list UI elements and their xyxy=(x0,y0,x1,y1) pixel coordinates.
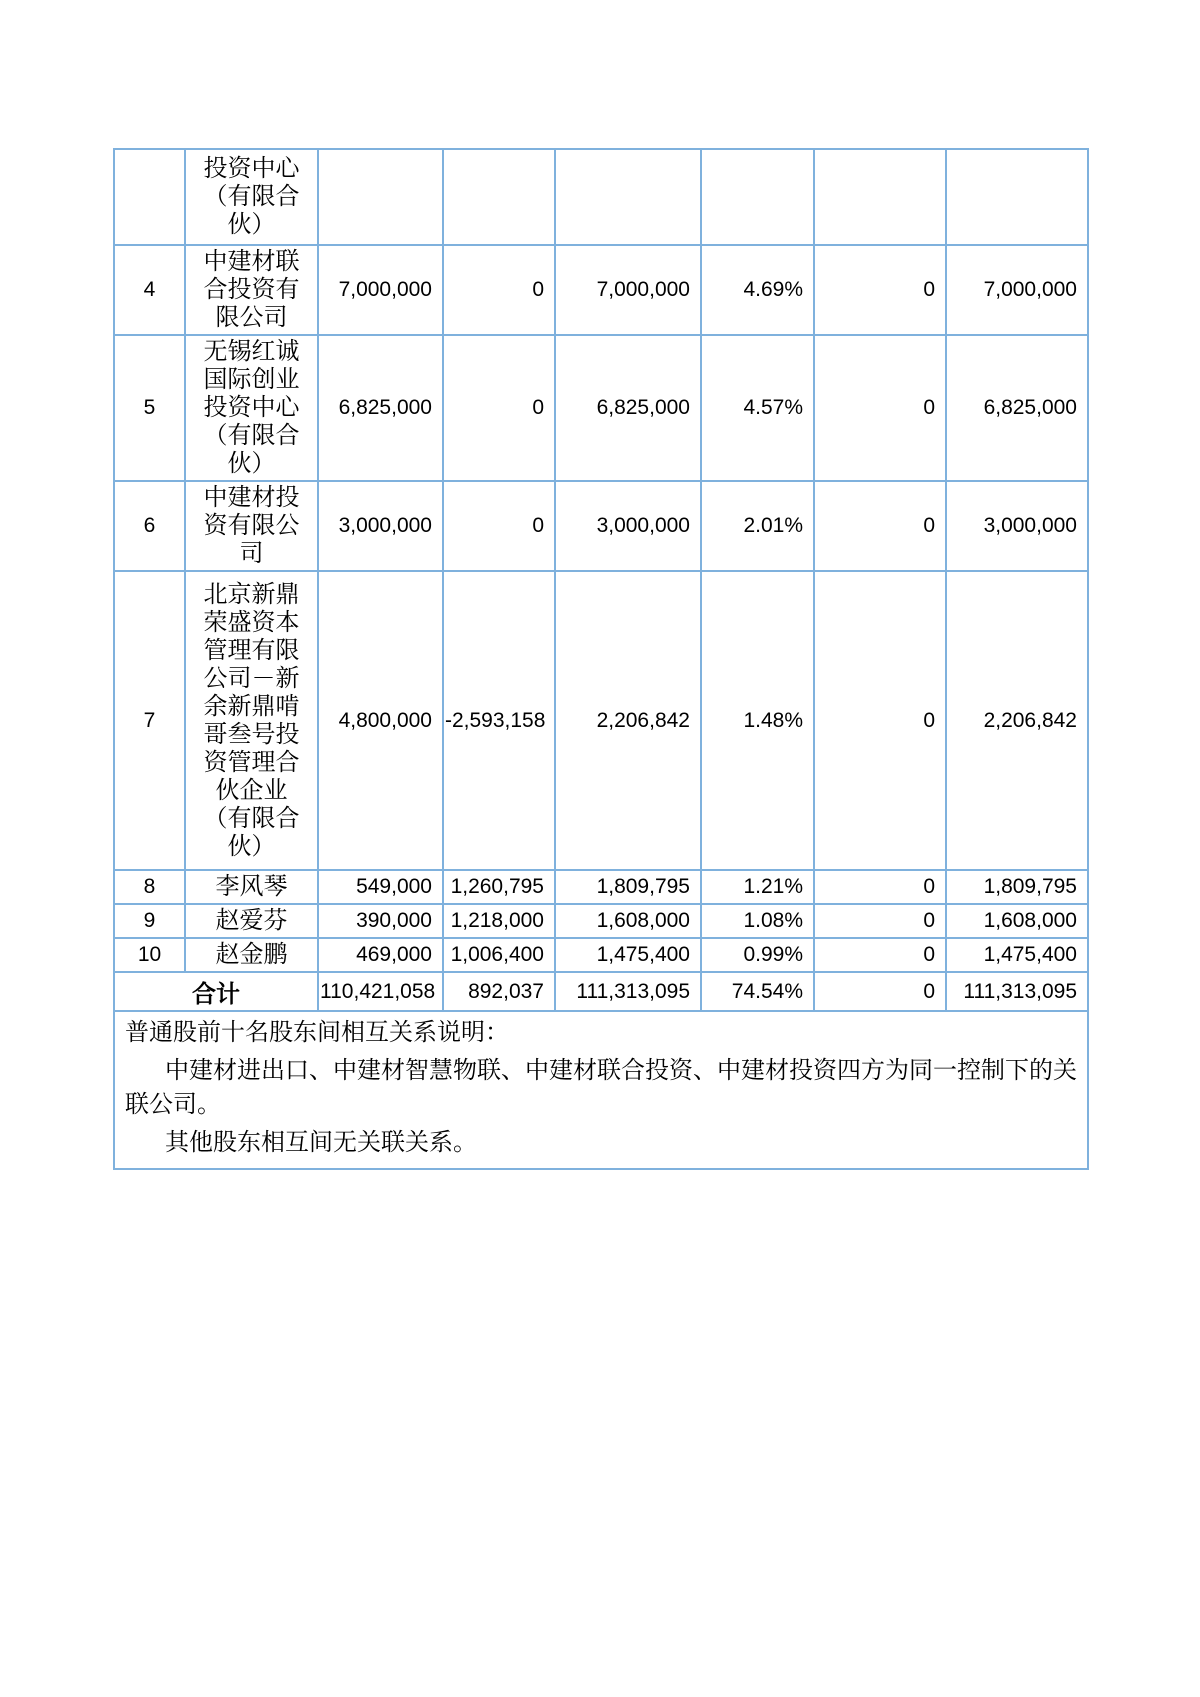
value-cell: -2,593,158 xyxy=(443,571,555,870)
table-row xyxy=(114,481,1088,571)
value-cell: 1,608,000 xyxy=(555,904,701,938)
value-cell xyxy=(555,149,701,245)
notes-cell xyxy=(114,1011,1088,1169)
shareholder-name-cell: 赵爱芬 xyxy=(185,904,318,938)
value-cell: 4,800,000 xyxy=(318,571,443,870)
value-cell: 7,000,000 xyxy=(318,245,443,335)
value-cell: 1,475,400 xyxy=(555,938,701,972)
shareholder-name-cell: 中建材投资有限公司 xyxy=(185,481,318,571)
shareholder-name-cell: 无锡红诚国际创业投资中心（有限合伙） xyxy=(185,335,318,481)
total-value-cell: 74.54% xyxy=(701,972,814,1011)
total-label-cell: 合计 xyxy=(114,972,318,1011)
value-cell: 1,809,795 xyxy=(946,870,1088,904)
value-cell: 0 xyxy=(814,245,946,335)
shareholder-name-cell: 北京新鼎荣盛资本管理有限公司－新余新鼎啃哥叁号投资管理合伙企业（有限合伙） xyxy=(185,571,318,870)
value-cell: 1,218,000 xyxy=(443,904,555,938)
notes-heading: 普通股前十名股东间相互关系说明： xyxy=(125,1020,509,1046)
total-row xyxy=(114,972,1088,1011)
value-cell: 0 xyxy=(443,245,555,335)
shareholder-name-cell: 李风琴 xyxy=(185,870,318,904)
total-value-cell: 111,313,095 xyxy=(555,972,701,1011)
value-cell: 1,809,795 xyxy=(555,870,701,904)
value-cell xyxy=(443,149,555,245)
value-cell: 0 xyxy=(443,481,555,571)
value-cell: 0.99% xyxy=(701,938,814,972)
total-value-cell: 892,037 xyxy=(443,972,555,1011)
value-cell: 0 xyxy=(814,938,946,972)
shareholder-name-cell: 中建材联合投资有限公司 xyxy=(185,245,318,335)
value-cell: 1,260,795 xyxy=(443,870,555,904)
rank-cell: 4 xyxy=(114,245,185,335)
value-cell: 1,006,400 xyxy=(443,938,555,972)
table-row xyxy=(114,245,1088,335)
value-cell: 390,000 xyxy=(318,904,443,938)
value-cell: 0 xyxy=(814,335,946,481)
document-page xyxy=(113,148,1087,1170)
value-cell: 0 xyxy=(443,335,555,481)
top-shareholders-table xyxy=(113,148,1089,1170)
value-cell: 6,825,000 xyxy=(318,335,443,481)
value-cell: 1.48% xyxy=(701,571,814,870)
table-row xyxy=(114,571,1088,870)
shareholder-name-cell: 赵金鹏 xyxy=(185,938,318,972)
value-cell xyxy=(946,149,1088,245)
value-cell: 2,206,842 xyxy=(555,571,701,870)
rank-cell: 6 xyxy=(114,481,185,571)
table-row-continued xyxy=(114,149,1088,245)
table-row xyxy=(114,904,1088,938)
value-cell: 2.01% xyxy=(701,481,814,571)
notes-line: 中建材进出口、中建材智慧物联、中建材联合投资、中建材投资四方为同一控制下的关联公司。 xyxy=(125,1058,1077,1118)
rank-cell: 8 xyxy=(114,870,185,904)
value-cell: 0 xyxy=(814,904,946,938)
value-cell: 0 xyxy=(814,481,946,571)
value-cell: 1.21% xyxy=(701,870,814,904)
value-cell: 3,000,000 xyxy=(555,481,701,571)
rank-cell xyxy=(114,149,185,245)
table-row xyxy=(114,938,1088,972)
table-row xyxy=(114,335,1088,481)
value-cell: 549,000 xyxy=(318,870,443,904)
rank-cell: 10 xyxy=(114,938,185,972)
value-cell: 7,000,000 xyxy=(555,245,701,335)
value-cell xyxy=(318,149,443,245)
value-cell: 3,000,000 xyxy=(318,481,443,571)
value-cell: 1,608,000 xyxy=(946,904,1088,938)
value-cell: 6,825,000 xyxy=(555,335,701,481)
value-cell: 0 xyxy=(814,870,946,904)
value-cell: 1,475,400 xyxy=(946,938,1088,972)
value-cell xyxy=(701,149,814,245)
value-cell: 3,000,000 xyxy=(946,481,1088,571)
value-cell: 4.57% xyxy=(701,335,814,481)
value-cell: 0 xyxy=(814,571,946,870)
total-value-cell: 110,421,058 xyxy=(318,972,443,1011)
shareholder-name-cell: 投资中心（有限合伙） xyxy=(185,149,318,245)
value-cell: 469,000 xyxy=(318,938,443,972)
total-value-cell: 0 xyxy=(814,972,946,1011)
notes-row xyxy=(114,1011,1088,1169)
value-cell: 4.69% xyxy=(701,245,814,335)
notes-line: 其他股东相互间无关联关系。 xyxy=(165,1130,477,1156)
value-cell: 7,000,000 xyxy=(946,245,1088,335)
rank-cell: 9 xyxy=(114,904,185,938)
value-cell xyxy=(814,149,946,245)
table-row xyxy=(114,870,1088,904)
rank-cell: 7 xyxy=(114,571,185,870)
value-cell: 2,206,842 xyxy=(946,571,1088,870)
value-cell: 6,825,000 xyxy=(946,335,1088,481)
rank-cell: 5 xyxy=(114,335,185,481)
value-cell: 1.08% xyxy=(701,904,814,938)
total-value-cell: 111,313,095 xyxy=(946,972,1088,1011)
